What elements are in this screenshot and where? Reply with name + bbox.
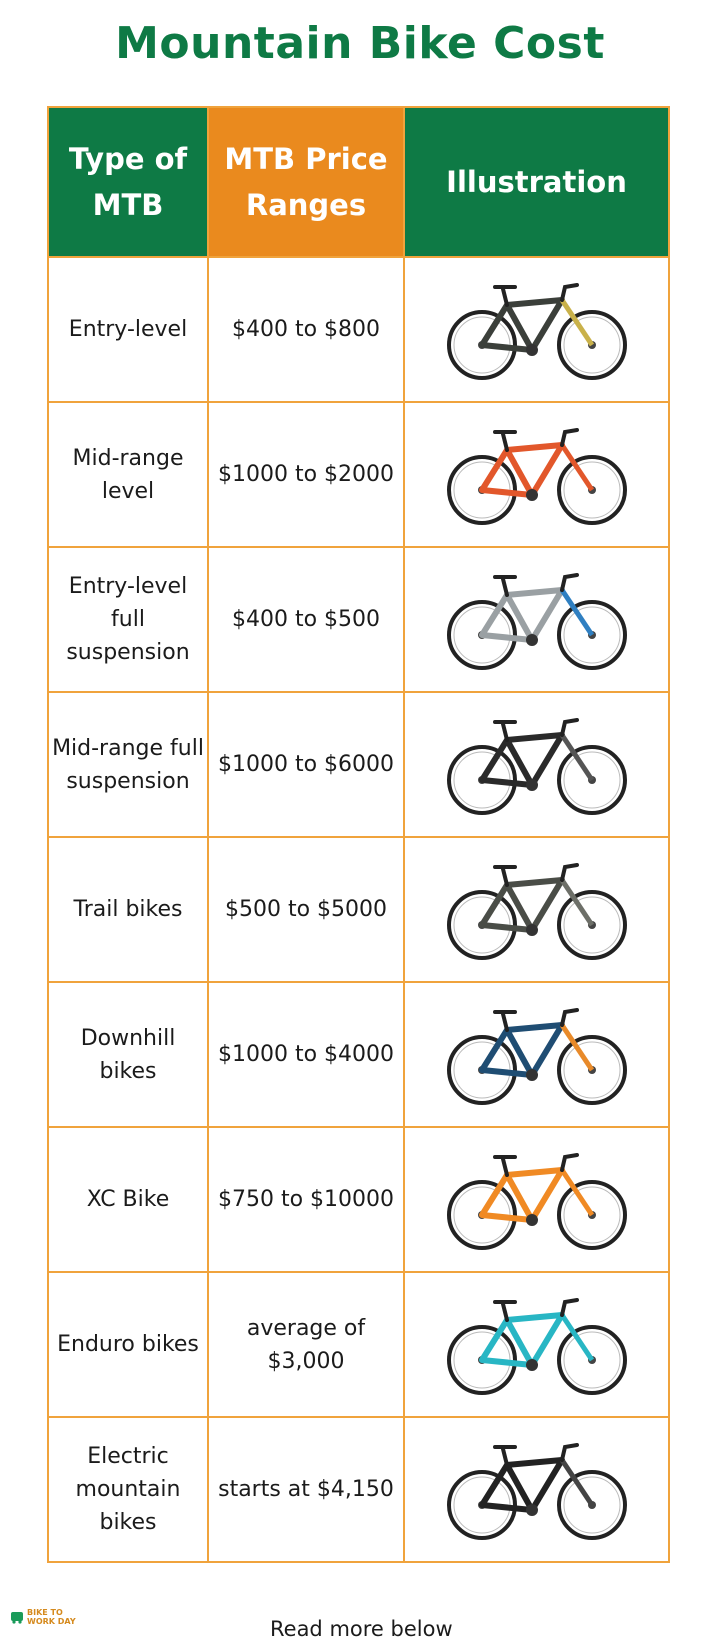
price-range-cell: $1000 to $6000 bbox=[208, 692, 404, 837]
illustration-cell bbox=[404, 837, 669, 982]
page-title: Mountain Bike Cost bbox=[115, 18, 605, 69]
illustration-cell bbox=[404, 1417, 669, 1562]
bike-illustration-icon bbox=[437, 855, 637, 965]
bike-type-cell: Trail bikes bbox=[48, 837, 208, 982]
illustration-cell bbox=[404, 257, 669, 402]
bike-type-cell: Electric mountain bikes bbox=[48, 1417, 208, 1562]
bike-type-cell: Mid-range full suspension bbox=[48, 692, 208, 837]
price-range-cell: $500 to $5000 bbox=[208, 837, 404, 982]
bike-illustration-icon bbox=[437, 1145, 637, 1255]
logo-line1: BIKE TO bbox=[27, 1608, 63, 1617]
illustration-cell bbox=[404, 982, 669, 1127]
bike-illustration-icon bbox=[437, 710, 637, 820]
price-range-cell: $400 to $500 bbox=[208, 547, 404, 692]
table-row bbox=[48, 982, 669, 1127]
header-illustration: Illustration bbox=[404, 107, 669, 257]
bike-logo-icon bbox=[10, 1610, 24, 1624]
bike-illustration-icon bbox=[437, 420, 637, 530]
table-row bbox=[48, 547, 669, 692]
table-row bbox=[48, 1272, 669, 1417]
header-price: MTB Price Ranges bbox=[208, 107, 404, 257]
header-type: Type of MTB bbox=[48, 107, 208, 257]
table-row bbox=[48, 837, 669, 982]
bike-type-cell: XC Bike bbox=[48, 1127, 208, 1272]
bike-illustration-icon bbox=[437, 1435, 637, 1545]
read-more-text: Read more below bbox=[270, 1617, 453, 1641]
price-range-cell: $750 to $10000 bbox=[208, 1127, 404, 1272]
bike-type-cell: Entry-level full suspension bbox=[48, 547, 208, 692]
logo-line2: WORK DAY bbox=[27, 1617, 76, 1626]
bike-type-cell: Enduro bikes bbox=[48, 1272, 208, 1417]
bike-illustration-icon bbox=[437, 1000, 637, 1110]
price-range-cell: $1000 to $4000 bbox=[208, 982, 404, 1127]
bike-type-cell: Entry-level bbox=[48, 257, 208, 402]
table-row bbox=[48, 402, 669, 547]
table-body bbox=[48, 257, 669, 1562]
bike-type-cell: Downhill bikes bbox=[48, 982, 208, 1127]
illustration-cell bbox=[404, 1127, 669, 1272]
bike-illustration-icon bbox=[437, 275, 637, 385]
price-range-cell: $1000 to $2000 bbox=[208, 402, 404, 547]
price-range-cell: $400 to $800 bbox=[208, 257, 404, 402]
bike-type-cell: Mid-range level bbox=[48, 402, 208, 547]
price-range-cell: average of $3,000 bbox=[208, 1272, 404, 1417]
table-row bbox=[48, 1127, 669, 1272]
bike-illustration-icon bbox=[437, 1290, 637, 1400]
illustration-cell bbox=[404, 692, 669, 837]
price-table bbox=[47, 106, 670, 1563]
illustration-cell bbox=[404, 1272, 669, 1417]
illustration-cell bbox=[404, 547, 669, 692]
illustration-cell bbox=[404, 402, 669, 547]
bike-to-work-day-logo bbox=[10, 1608, 76, 1626]
price-range-cell: starts at $4,150 bbox=[208, 1417, 404, 1562]
table-header-row bbox=[48, 107, 669, 257]
table-row bbox=[48, 1417, 669, 1562]
table-row bbox=[48, 692, 669, 837]
bike-illustration-icon bbox=[437, 565, 637, 675]
table-row bbox=[48, 257, 669, 402]
